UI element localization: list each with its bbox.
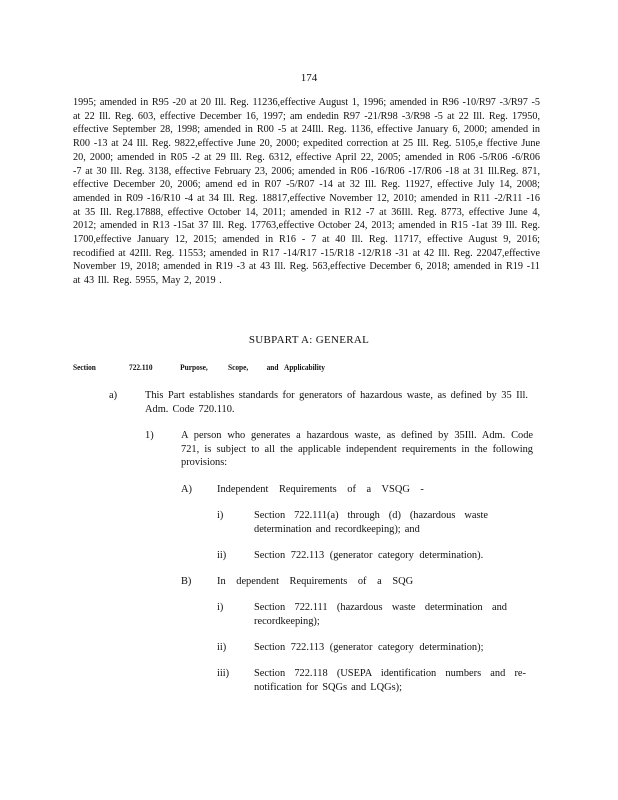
section-heading-number: 722.110	[129, 363, 153, 372]
paragraph-A-ii-label: ii)	[217, 550, 227, 561]
section-heading-word: Section	[73, 363, 96, 372]
paragraph-B-i-text: Section 722.111 (hazardous waste determination and recordkeeping);	[254, 602, 507, 627]
paragraph-A-ii-text: Section 722.113 (generator category determination).	[254, 550, 484, 561]
paragraph-1-label: 1)	[145, 430, 154, 441]
section-heading-title-word: and	[266, 363, 279, 372]
section-heading	[73, 363, 325, 372]
paragraph-A-i-label: i)	[217, 510, 224, 521]
paragraph-B-text: In dependent Requirements of a SQG	[217, 576, 414, 587]
subpart-title: SUBPART A: GENERAL	[248, 334, 370, 346]
paragraph-B-ii-text: Section 722.113 (generator category determination);	[254, 642, 484, 653]
paragraph-1-text: A person who generates a hazardous waste, as defined by 35Ill. Adm. Code 721, is subject to all the applicable independent requirements in the following provisions:	[181, 430, 533, 469]
section-heading-title-word: Purpose,	[180, 363, 208, 372]
page-number: 174	[300, 72, 318, 84]
paragraph-B-iii-label: iii)	[217, 668, 230, 679]
paragraph-B-i-label: i)	[217, 602, 224, 613]
paragraph-A-label: A)	[181, 484, 192, 495]
paragraph-a-text: This Part establishes standards for generators of hazardous waste, as defined by 35 Ill. Adm. Code 720.110.	[145, 390, 528, 415]
paragraph-B-label: B)	[181, 576, 192, 587]
paragraph-B-iii-text: Section 722.118 (USEPA identification numbers and re-notification for SQGs and LQGs);	[254, 668, 526, 693]
paragraph-A-i-text: Section 722.111(a) through (d) (hazardous waste determination and recordkeeping); and	[254, 510, 488, 535]
section-heading-title-word: Scope,	[227, 363, 249, 372]
paragraph-a-label: a)	[109, 390, 118, 401]
section-heading-title-word: Applicability	[284, 363, 325, 372]
paragraph-A-text: Independent Requirements of a VSQG -	[217, 484, 424, 495]
amendment-history-note: 1995; amended in R95 -20 at 20 Ill. Reg. 11236,effective August 1, 1996; amended in R96 -10/R97 -3/R97 -5 at 22 Ill. Reg. 603, effective December 16, 1997; am endedin R97 -21/R98 -3/R98 -5 at 22 Ill. Reg. 17950, effective September 28, 1998; amended in R00 -5 at 24Ill. Reg. 1136, effective January 6, 2000; amended in R00 -13 at 24 Ill. Reg. 9822,effective June 20, 2000; expedited correction at 25 Ill. Reg. 5105,e ffective June 20, 2000; amended in R05 -2 at 29 Ill. Reg. 6312, effective April 22, 2005; amended in R06 -5/R06 -6/R06 -7 at 30 Ill. Reg. 3138, effective February 23, 2006; amended in R06 -16/R06 -17/R06 -18 at 31 Ill.Reg. 871, effective December 20, 2006; amend ed in R07 -5/R07 -14 at 32 Ill. Reg. 11927, effective July 14, 2008; amended in R09 -16/R10 -4 at 34 Ill. Reg. 18817,effective November 12, 2010; amended in R11 -2/R11 -16 at 35 Ill. Reg.17888, effective October 14, 2011; amended in R12 -7 at 36Ill. Reg. 8773, effective June 4, 2012; amended in R13 -15at 37 Ill. Reg. 17763,effective October 24, 2013; amended in R15 -1at 39 Ill. Reg. 1700,effective January 12, 2015; amended in R16 - 7 at 40 Ill. Reg. 11717, effective August 9, 2016; recodified at 42Ill. Reg. 11553; amended in R17 -14/R17 -15/R18 -12/R18 -31 at 42 Ill. Reg. 22047,effective November 19, 2018; amended in R19 -3 at 43 Ill. Reg. 563,effective December 6, 2018; amended in R19 -11 at 43 Ill. Reg. 5955, May 2, 2019 .	[73, 97, 540, 287]
paragraph-B-ii-label: ii)	[217, 642, 227, 653]
